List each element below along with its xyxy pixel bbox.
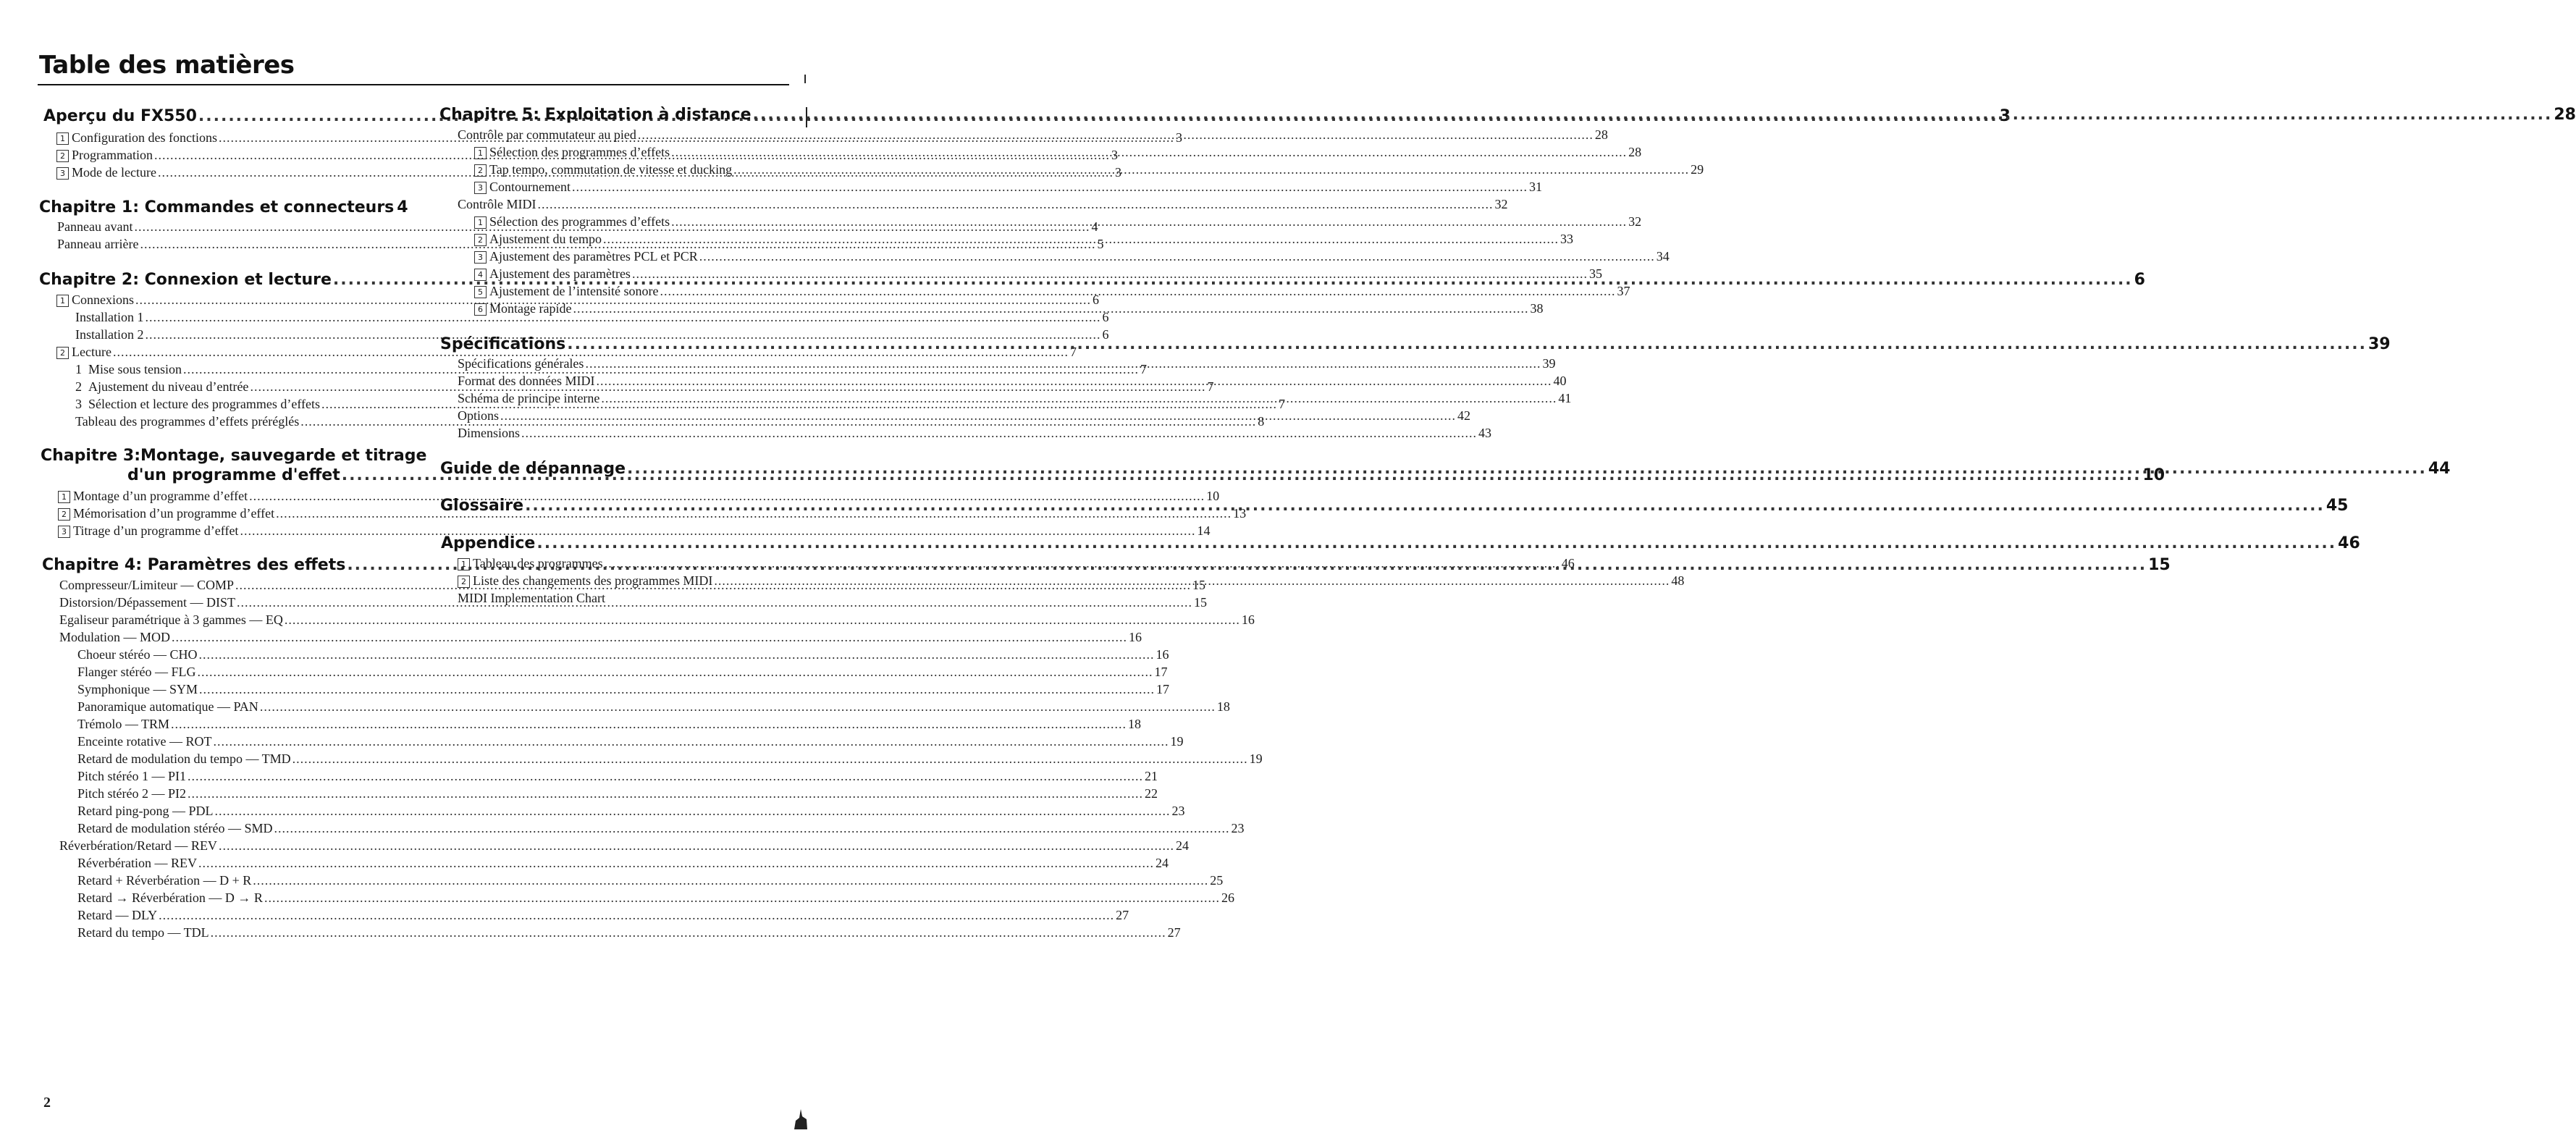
heading-title: d'un programme d'effet: [127, 466, 340, 484]
dot-leader: [567, 335, 2367, 353]
toc-entry: [56, 292, 1100, 308]
dot-leader: [274, 821, 1229, 836]
toc-entry: [458, 556, 1575, 571]
entry-label: Modulation — MOD: [59, 630, 170, 644]
toc-entry: [75, 310, 1109, 325]
section-number-box: 1: [474, 216, 487, 229]
dot-leader: [213, 734, 1169, 749]
entry-label: MIDI Implementation Chart: [458, 591, 605, 605]
entry-label: Réverbération — REV: [77, 856, 197, 870]
page-ref: 16: [1241, 612, 1255, 627]
page-ref: 10: [1206, 489, 1220, 503]
dot-leader: [198, 856, 1154, 871]
toc-entry: [77, 682, 1170, 697]
page-ref: 37: [1617, 284, 1630, 298]
toc-entry: [77, 890, 1234, 906]
dot-leader: [525, 497, 2325, 515]
dot-leader: [199, 682, 1155, 697]
entry-label: Retard — DLY: [77, 908, 158, 922]
toc-entry: [474, 249, 1670, 264]
toc-entry: [77, 751, 1263, 767]
section-number-box: 3: [56, 167, 69, 180]
section-number-box: 2: [56, 150, 69, 162]
entry-label: Ajustement du tempo: [489, 232, 602, 246]
page-ref: 5: [1097, 237, 1104, 251]
entry-label: Choeur stéréo — CHO: [77, 647, 198, 662]
toc-entry: [458, 197, 1508, 212]
toc-entry: [458, 391, 1572, 406]
entry-label: Programmation: [72, 148, 153, 162]
toc-heading: [439, 106, 2576, 124]
page-ref: 17: [1156, 682, 1170, 696]
toc-entry: [58, 523, 1211, 539]
entry-label: Contournement: [489, 180, 571, 194]
page-ref: 28: [1594, 127, 1608, 142]
entry-label: Retard de modulation stéréo — SMD: [77, 821, 273, 835]
page-ref: 23: [1171, 804, 1185, 818]
entry-label: Ajustement du niveau d’entrée: [88, 379, 249, 394]
entry-label: Sélection des programmes d’effets: [489, 214, 670, 229]
toc-entry: [77, 821, 1245, 836]
page-ref: 15: [1192, 578, 1205, 592]
dot-leader: [605, 556, 1560, 571]
page-ref: 6: [1102, 327, 1109, 342]
page-ref: 3: [1114, 165, 1121, 180]
toc-entry: [77, 734, 1184, 749]
page-ref: 15: [1193, 595, 1207, 610]
toc-entry: [458, 127, 1608, 143]
dot-leader: [253, 873, 1208, 888]
toc-entry: [77, 908, 1129, 923]
dot-leader: [585, 356, 1541, 371]
dot-leader: [536, 534, 2336, 552]
page-ref: 29: [1691, 162, 1704, 177]
toc-entry: [77, 786, 1158, 801]
page-ref: 27: [1116, 908, 1129, 922]
dot-leader: [671, 145, 1627, 160]
section-number-box: 6: [474, 303, 487, 316]
entry-label: Installation 2: [75, 327, 144, 342]
dot-leader: [172, 630, 1127, 645]
entry-label: Enceinte rotative — ROT: [77, 734, 212, 749]
toc-entry: [77, 769, 1158, 784]
heading-title: Chapitre 2: Connexion et lecture: [39, 271, 332, 289]
toc-entry: [59, 838, 1189, 854]
entry-label: Ajustement de l’intensité sonore: [489, 284, 659, 298]
toc-entry: [474, 145, 1642, 160]
dot-leader: [733, 162, 1689, 177]
dot-leader: [699, 249, 1655, 264]
page-ref: 26: [1221, 890, 1234, 905]
page-ref: 24: [1175, 838, 1189, 853]
dot-leader: [214, 804, 1170, 819]
toc-entry: [58, 489, 1220, 504]
page-ref: 7: [1207, 379, 1214, 394]
page-ref: 28: [1628, 145, 1642, 159]
toc-entry: [77, 717, 1142, 732]
page-ref: 23: [1231, 821, 1245, 835]
toc-entry: [59, 612, 1255, 628]
heading-title: Spécifications: [440, 335, 566, 353]
entry-label: Retard de modulation du tempo — TMD: [77, 751, 291, 766]
entry-label: Pitch stéréo 1 — PI1: [77, 769, 186, 783]
entry-label: Configuration des fonctions: [72, 130, 217, 145]
entry-label: Connexions: [72, 292, 135, 307]
page-ref: 25: [1210, 873, 1224, 888]
entry-label: Ajustement des paramètres: [489, 266, 631, 281]
toc-entry: [77, 699, 1230, 715]
step-number: 3: [75, 397, 82, 411]
page-ref: 38: [1530, 301, 1544, 316]
page-ref: 22: [1145, 786, 1158, 801]
dot-leader: [572, 180, 1528, 195]
step-number: 2: [75, 379, 82, 394]
section-number-box: 3: [474, 251, 487, 264]
entry-label: Sélection et lecture des programmes d’effets: [88, 397, 321, 411]
toc-entry: [474, 162, 1704, 177]
entry-label: Contrôle MIDI: [458, 197, 536, 211]
section-number-box: 5: [474, 286, 487, 298]
toc-entry: [59, 630, 1142, 645]
page-ref: 19: [1170, 734, 1184, 749]
toc-entry: [77, 873, 1224, 888]
section-number-box: 2: [474, 164, 487, 177]
entry-label: Lecture: [72, 345, 111, 359]
dot-leader: [159, 908, 1114, 923]
page-ref: 21: [1145, 769, 1158, 783]
toc-heading: [441, 534, 2360, 552]
entry-label: Panoramique automatique — PAN: [77, 699, 258, 714]
toc-entry: [77, 925, 1181, 940]
page-ref: 41: [1558, 391, 1572, 405]
page-ref: 16: [1156, 647, 1169, 662]
page-ref: 43: [1478, 426, 1492, 440]
page-ref: 39: [1542, 356, 1556, 371]
page-ref: 48: [1671, 573, 1685, 588]
page-ref: 46: [2338, 534, 2360, 552]
entry-label: Mémorisation d’un programme d’effet: [73, 506, 275, 521]
toc-entry: [474, 284, 1630, 299]
toc-entry: [77, 647, 1169, 662]
entry-label: Dimensions: [458, 426, 521, 440]
entry-label: Panneau avant: [57, 219, 133, 234]
dot-leader: [573, 301, 1528, 316]
entry-label: Contrôle par commutateur au pied: [458, 127, 636, 142]
page-ref: 7: [1279, 397, 1286, 411]
toc-entry: [474, 266, 1602, 282]
page-ref: 15: [2148, 556, 2171, 574]
page-ref: 16: [1129, 630, 1142, 644]
section-number-box: 3: [474, 182, 487, 194]
page-ref: 6: [2134, 271, 2145, 289]
page-ref: 33: [1560, 232, 1573, 246]
page-ref: 14: [1197, 523, 1211, 538]
entry-label: Flanger stéréo — FLG: [77, 665, 196, 679]
section-number-box: 2: [474, 234, 487, 246]
dot-leader: [601, 391, 1557, 406]
dot-leader: [596, 374, 1552, 389]
entry-label: Ajustement des paramètres PCL et PCR: [489, 249, 698, 264]
section-number-box: 2: [458, 576, 470, 588]
page-ref: 39: [2368, 335, 2391, 353]
entry-label: Montage d’un programme d’effet: [73, 489, 248, 503]
page-ref: 46: [1561, 556, 1575, 570]
dot-leader: [197, 665, 1153, 680]
dot-leader: [714, 573, 1670, 589]
corner-mark: ı: [803, 70, 808, 88]
entry-label: Format des données MIDI: [458, 374, 595, 388]
dot-leader: [660, 284, 1615, 299]
toc-entry: [56, 345, 1077, 360]
entry-label: Spécifications générales: [458, 356, 584, 371]
toc-heading: [39, 198, 408, 216]
entry-label: Mode de lecture: [72, 165, 156, 180]
entry-label: Retard + Réverbération — D + R: [77, 873, 252, 888]
toc-heading: [41, 447, 427, 465]
entry-label: Sélection des programmes d’effets: [489, 145, 670, 159]
heading-title: Chapitre 4: Paramètres des effets: [42, 556, 346, 574]
dot-leader: [603, 232, 1559, 247]
page-ref: 24: [1155, 856, 1169, 870]
entry-label: Réverbération/Retard — REV: [59, 838, 217, 853]
section-number-box: 1: [56, 132, 69, 145]
entry-label: Tableau des programmes: [473, 556, 603, 570]
dot-leader: [264, 890, 1220, 906]
page-ref: 6: [1102, 310, 1109, 324]
page-ref: 32: [1628, 214, 1642, 229]
page-ref: 6: [1093, 292, 1100, 307]
section-number-box: 1: [58, 491, 70, 503]
dot-leader: [521, 426, 1477, 441]
section-number-box: 1: [474, 147, 487, 159]
section-number-box: 4: [474, 269, 487, 281]
toc-entry: [458, 374, 1567, 389]
page-ref: 13: [1233, 506, 1247, 521]
heading-title: Guide de dépannage: [440, 460, 626, 478]
dot-leader: [342, 466, 2142, 484]
page-ref: 42: [1457, 408, 1471, 423]
toc-entry: [474, 232, 1573, 247]
toc-heading: [440, 335, 2391, 353]
toc-entry: [75, 327, 1109, 342]
page-ref: 45: [2325, 497, 2349, 515]
entry-label: Egaliseur paramétrique à 3 gammes — EQ: [59, 612, 283, 627]
entry-label: Titrage d’un programme d’effet: [73, 523, 239, 538]
page-ref: 7: [1069, 345, 1077, 359]
toc-entry: [458, 591, 788, 606]
corner-scan-mark: [794, 1109, 807, 1129]
dot-leader: [219, 838, 1174, 854]
page-ref: 34: [1656, 249, 1670, 264]
toc-entry: [458, 356, 1556, 371]
toc-entry: [77, 804, 1185, 819]
page-ref: 28: [2554, 106, 2576, 124]
dot-leader: [753, 106, 2553, 124]
toc-entry: [474, 301, 1544, 316]
toc-entry: [77, 665, 1168, 680]
section-number-box: 1: [56, 295, 69, 307]
entry-label: Montage rapide: [489, 301, 572, 316]
toc-entry: [474, 180, 1542, 195]
page-ref: 4: [397, 198, 408, 216]
heading-title: Chapitre 5: Exploitation à distance: [439, 106, 752, 124]
page-ref: 18: [1128, 717, 1142, 731]
entry-label: Compresseur/Limiteur — COMP: [59, 578, 234, 592]
entry-label: Distorsion/Dépassement — DIST: [59, 595, 235, 610]
section-number-box: 3: [58, 526, 70, 538]
page-ref: 40: [1553, 374, 1567, 388]
page-number: 2: [43, 1095, 51, 1111]
entry-label: Installation 1: [75, 310, 144, 324]
dot-leader: [285, 612, 1240, 628]
page-ref: 31: [1528, 180, 1542, 194]
page-ref: 4: [1091, 219, 1098, 234]
dot-leader: [671, 214, 1627, 229]
dot-leader: [632, 266, 1588, 282]
toc-entry: [458, 426, 1492, 441]
toc-entry: [474, 214, 1642, 229]
dot-leader: [188, 786, 1143, 801]
entry-label: Tableau des programmes d’effets préréglés: [75, 414, 300, 429]
dot-leader: [638, 127, 1594, 143]
entry-label: Retard du tempo — TDL: [77, 925, 209, 940]
page-ref: 10: [2142, 466, 2165, 484]
heading-title: Chapitre 3:Montage, sauvegarde et titrage: [41, 447, 427, 465]
entry-label: Liste des changements des programmes MIDI: [473, 573, 713, 588]
page-ref: 3: [1175, 130, 1182, 145]
entry-label: Options: [458, 408, 500, 423]
heading-title: Chapitre 1: Commandes et connecteurs: [39, 198, 395, 216]
heading-title: Appendice: [441, 534, 536, 552]
entry-label: Schéma de principe interne: [458, 391, 600, 405]
toc-entry: [77, 856, 1169, 871]
section-number-box: 2: [58, 508, 70, 521]
entry-label: Symphonique — SYM: [77, 682, 198, 696]
dot-leader: [188, 769, 1143, 784]
page-title: Table des matières: [39, 51, 295, 80]
entry-label: Retard ping-pong — PDL: [77, 804, 214, 818]
title-rule: [38, 84, 789, 85]
dot-leader: [211, 925, 1166, 940]
section-number-box: 1: [458, 558, 470, 570]
page-ref: 44: [2428, 460, 2451, 478]
dot-leader: [500, 408, 1456, 424]
heading-title: Glossaire: [440, 497, 524, 515]
page-ref: 8: [1258, 414, 1265, 429]
page-ref: 3: [1999, 107, 2011, 125]
page-ref: 7: [1140, 362, 1148, 376]
toc-entry: [458, 408, 1471, 424]
page-ref: 17: [1154, 665, 1168, 679]
heading-title: Aperçu du FX550: [43, 107, 197, 125]
page-ref: 35: [1588, 266, 1602, 281]
dot-leader: [171, 717, 1127, 732]
entry-label: Pitch stéréo 2 — PI2: [77, 786, 186, 801]
page-ref: 18: [1216, 699, 1230, 714]
page-ref: 32: [1494, 197, 1508, 211]
step-number: 1: [75, 362, 82, 376]
entry-label: Retard → Réverbération — D → R: [77, 890, 263, 905]
section-number-box: 2: [56, 347, 69, 359]
entry-label: Trémolo — TRM: [77, 717, 170, 731]
dot-leader: [198, 647, 1154, 662]
page-ref: 19: [1249, 751, 1263, 766]
dot-leader: [260, 699, 1216, 715]
entry-label: Mise sous tension: [88, 362, 182, 376]
page-ref: 3: [1111, 148, 1118, 162]
dot-leader: [292, 751, 1248, 767]
dot-leader: [537, 197, 1493, 212]
entry-label: Panneau arrière: [57, 237, 139, 251]
page-ref: 27: [1167, 925, 1181, 940]
entry-label: Tap tempo, commutation de vitesse et ducking: [489, 162, 733, 177]
